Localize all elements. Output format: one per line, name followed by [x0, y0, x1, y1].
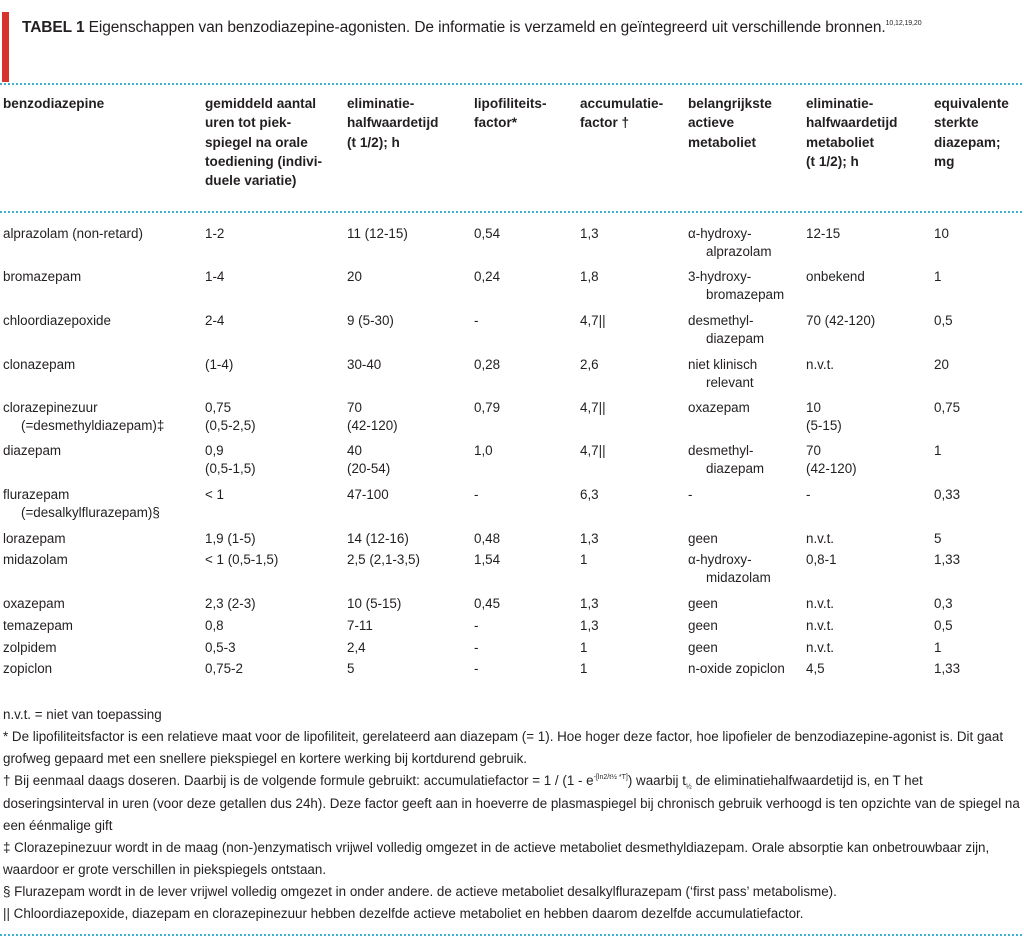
table-cell: 1,0 — [474, 443, 493, 458]
table-cell: 7-11 — [347, 618, 373, 633]
table-cell: < 1 — [205, 487, 224, 502]
note-accumulatiefactor: || Chloordiazepoxide, diazepam en clorazepinezuur hebben dezelfde actieve metaboliet en hebben daarom dezelfde accumulatiefactor. — [3, 906, 804, 922]
note-flurazepam: § Flurazepam wordt in de lever vrijwel volledig omgezet in onder andere. de actieve metaboliet desalkylflurazepam (‘first pass’ metabolisme). — [3, 884, 837, 900]
table-cell: 1,33 — [934, 661, 961, 676]
table-cell: onbekend — [806, 269, 865, 284]
column-header: eliminatie- halfwaardetijd (t 1/2); h — [347, 96, 439, 150]
table-cell: < 1 (0,5-1,5) — [205, 552, 279, 567]
column-header: lipofiliteits- factor* — [474, 96, 547, 131]
table-cell: 1,8 — [580, 269, 599, 284]
caption-text: Eigenschappen van benzodiazepine-agonisten. De informatie is verzameld en geïntegreerd uit verschillende bronnen. — [84, 19, 886, 36]
table-cell: 1 — [934, 443, 942, 458]
footnotes — [3, 704, 1021, 925]
divider-top — [0, 83, 1022, 85]
table-cell: 6,3 — [580, 487, 599, 502]
table-cell: 0,75 — [934, 400, 961, 415]
table-cell: 5 — [934, 531, 942, 546]
table-cell: - — [474, 487, 479, 502]
table-cell: 1 — [580, 640, 588, 655]
table-cell: 1,9 (1-5) — [205, 531, 256, 546]
table-cell: bromazepam — [3, 269, 82, 284]
table-cell: 0,79 — [474, 400, 501, 415]
table-caption — [22, 18, 1014, 39]
column-header: benzodiazepine — [3, 96, 105, 111]
table-cell: α-hydroxy- midazolam — [688, 552, 771, 586]
table-cell: geen — [688, 531, 718, 546]
table-cell: - — [688, 487, 693, 502]
table-cell: 10 (5-15) — [806, 400, 842, 434]
table-cell: 70 (42-120) — [347, 400, 398, 434]
table-cell: chloordiazepoxide — [3, 313, 111, 328]
caption-label: TABEL 1 — [22, 19, 85, 36]
table-cell: geen — [688, 640, 718, 655]
table-cell: 4,5 — [806, 661, 825, 676]
column-header: equivalente sterkte diazepam; mg — [934, 96, 1009, 169]
table-cell: n.v.t. — [806, 618, 835, 633]
table-cell: 10 (5-15) — [347, 596, 402, 611]
table-cell: 1 — [934, 269, 942, 284]
table-cell: 0,3 — [934, 596, 953, 611]
table-cell: desmethyl- diazepam — [688, 443, 765, 477]
table-cell: 5 — [347, 661, 355, 676]
table-cell: 2-4 — [205, 313, 225, 328]
table-cell: 70 (42-120) — [806, 443, 857, 477]
column-header: accumulatie- factor † — [580, 96, 664, 131]
table-cell: n.v.t. — [806, 531, 835, 546]
table-cell: - — [474, 313, 479, 328]
table-cell: 0,28 — [474, 357, 501, 372]
note-clorazepinezuur: ‡ Clorazepinezuur wordt in de maag (non-)enzymatisch vrijwel volledig omgezet in de actieve metaboliet desmethyldiazepam. Orale absorptie kan onbetrouwbaar zijn, waardoor er grote verschillen in piekspiegels ontstaan. — [3, 840, 990, 878]
table-cell: geen — [688, 618, 718, 633]
table-cell: 70 (42-120) — [806, 313, 876, 328]
table-cell: n-oxide zopiclon — [688, 661, 785, 676]
table-cell: 1-4 — [205, 269, 225, 284]
column-header: eliminatie- halfwaardetijd metaboliet (t 1/2); h — [806, 96, 898, 169]
table-cell: clonazepam — [3, 357, 76, 372]
table-cell: zolpidem — [3, 640, 57, 655]
table-cell: 0,8 — [205, 618, 224, 633]
table-cell: 12-15 — [806, 226, 841, 241]
table-cell: 1,3 — [580, 618, 599, 633]
table-cell: desmethyl- diazepam — [688, 313, 765, 347]
table-cell: lorazepam — [3, 531, 66, 546]
table-cell: 3-hydroxy- bromazepam — [688, 269, 785, 303]
table-cell: 20 — [934, 357, 949, 372]
table-cell: 0,9 (0,5-1,5) — [205, 443, 256, 477]
table-cell: 11 (12-15) — [347, 226, 408, 241]
table-cell: 1,3 — [580, 226, 599, 241]
table-cell: n.v.t. — [806, 596, 835, 611]
column-header: belangrijkste actieve metaboliet — [688, 96, 772, 150]
table-cell: 40 (20-54) — [347, 443, 391, 477]
note-accumulatie: † Bij eenmaal daags doseren. Daarbij is de volgende formule gebruikt: accumulatiefactor = $1 / (1 - e^{-[ln2/t\frac{1}{2} *T]})$ waarbij $t_{\frac{1}{2}}$ de eliminatiehalfwaardetijd is, en T het doseringsinterval in uren (voor deze getallen dus 24h). Deze factor geeft aan in hoeverre de plasmaspiegel bij chronisch gebruik verhoogd is ten opzichte van de spiegel na een éénmalige gift — [3, 772, 1020, 834]
table-cell: 2,5 (2,1-3,5) — [347, 552, 420, 567]
table-cell: zopiclon — [3, 661, 53, 676]
caption-refs: 10,12,19,20 — [885, 20, 922, 27]
table-cell: n.v.t. — [806, 357, 835, 372]
table-cell: midazolam — [3, 552, 68, 567]
table-cell: 0,8-1 — [806, 552, 837, 567]
table-cell: 0,24 — [474, 269, 501, 284]
table-cell: 4,7|| — [580, 313, 606, 328]
table-cell: diazepam — [3, 443, 62, 458]
table-cell: 1-2 — [205, 226, 225, 241]
table-cell: 1,33 — [934, 552, 961, 567]
table-cell: - — [474, 640, 479, 655]
table-cell: clorazepinezuur (=desmethyldiazepam)‡ — [3, 400, 165, 434]
table-cell: 4,7|| — [580, 443, 606, 458]
table-cell: (1-4) — [205, 357, 234, 372]
table-cell: 1,54 — [474, 552, 501, 567]
table-cell: alprazolam (non-retard) — [3, 226, 143, 241]
divider-header — [0, 211, 1022, 213]
table-cell: niet klinisch relevant — [688, 357, 758, 391]
table-cell: 2,6 — [580, 357, 599, 372]
table-cell: oxazepam — [3, 596, 65, 611]
table-cell: n.v.t. — [806, 640, 835, 655]
table-cell: 0,45 — [474, 596, 501, 611]
table-cell: α-hydroxy- alprazolam — [688, 226, 772, 260]
table-cell: 4,7|| — [580, 400, 606, 415]
table-cell: geen — [688, 596, 718, 611]
note-lipofiliteit: * De lipofiliteitsfactor is een relatieve maat voor de lipofiliteit, gerelateerd aan diazepam (= 1). Hoe hoger deze factor, hoe lipofieler de benzodiazepine-agonist is. Dit gaat grofweg gepaard met een snellere piekspiegel en kortere werking bij kortdurend gebruik. — [3, 728, 1004, 766]
table-cell: 9 (5-30) — [347, 313, 394, 328]
table-cell: 14 (12-16) — [347, 531, 409, 546]
table-cell: - — [474, 618, 479, 633]
table-cell: - — [806, 487, 811, 502]
table-cell: 1 — [580, 552, 588, 567]
column-header: gemiddeld aantal uren tot piek- spiegel na orale toediening (indivi- duele variatie) — [205, 96, 323, 189]
table-cell: 2,4 — [347, 640, 366, 655]
table-cell: 0,33 — [934, 487, 961, 502]
table-cell: 2,3 (2-3) — [205, 596, 256, 611]
table-cell: 1,3 — [580, 596, 599, 611]
table-cell: 0,75-2 — [205, 661, 243, 676]
table-cell: temazepam — [3, 618, 73, 633]
table-cell: 0,5 — [934, 313, 953, 328]
table-cell: 30-40 — [347, 357, 382, 372]
table-cell: oxazepam — [688, 400, 750, 415]
table-cell: 0,48 — [474, 531, 501, 546]
table-cell: 1 — [934, 640, 942, 655]
note-nvt: n.v.t. = niet van toepassing — [3, 707, 162, 722]
table-cell: 10 — [934, 226, 949, 241]
table-cell: 0,75 (0,5-2,5) — [205, 400, 256, 434]
table-cell: 1,3 — [580, 531, 599, 546]
table-cell: 47-100 — [347, 487, 389, 502]
table-cell: 20 — [347, 269, 362, 284]
accent-bar — [2, 12, 9, 82]
table-cell: flurazepam (=desalkylflurazepam)§ — [3, 487, 160, 521]
divider-bottom — [0, 934, 1022, 936]
table-cell: 0,5 — [934, 618, 953, 633]
table-cell: - — [474, 661, 479, 676]
table-cell: 0,54 — [474, 226, 501, 241]
table-cell: 0,5-3 — [205, 640, 236, 655]
table-cell: 1 — [580, 661, 588, 676]
